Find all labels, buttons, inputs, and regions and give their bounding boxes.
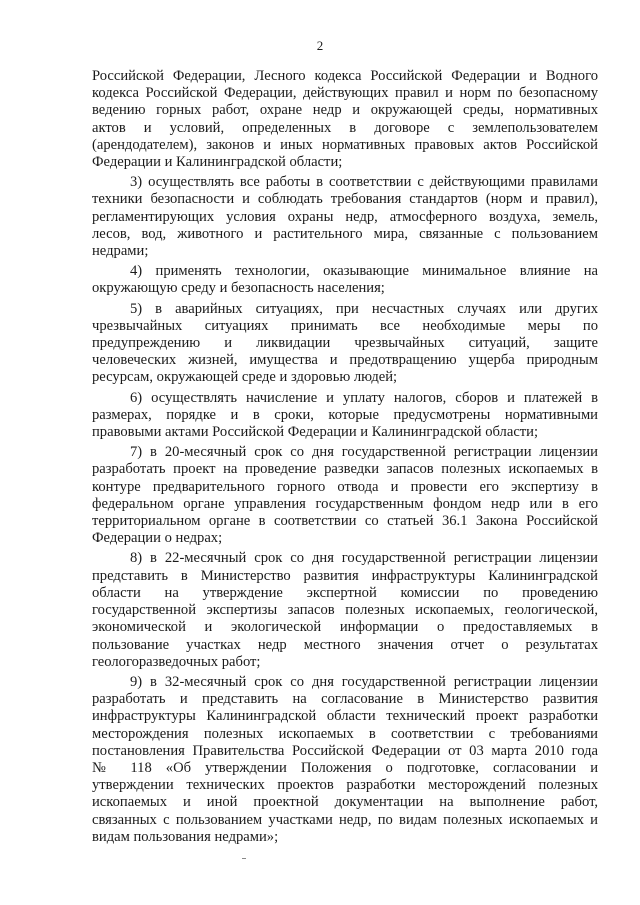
text-line: 4) применять технологии, оказывающие минимальное влияние на: [130, 263, 598, 280]
text-line: области на утверждение экспертной комиссии по проведению: [92, 584, 598, 601]
text-line: контуре предварительного горного отвода и провести его экспертизу в: [92, 478, 598, 495]
text-line: связанных с пользованием участками недр, по видам полезных ископаемых и: [92, 811, 598, 828]
text-line: лесов, вод, животного и растительного мира, связанные с пользованием: [92, 225, 598, 242]
text-line: (арендодателем), законов и иных нормативных правовых актов Российской: [92, 136, 598, 153]
text-line: месторождения полезных ископаемых в соответствии с требованиями: [92, 725, 598, 742]
text-line: человеческих жизней, имущества и предотвращению ущерба природным: [92, 352, 598, 369]
text-line: территориальном органе в соответствии со статьей 36.1 Закона Российской: [92, 513, 598, 530]
scan-speck: [242, 858, 246, 859]
text-line: 8) в 22-месячный срок со дня государственной регистрации лицензии: [130, 550, 598, 567]
text-line: утверждении технических проектов разработки месторождений полезных: [92, 777, 598, 794]
text-line: Федерации и Калининградской области;: [92, 154, 343, 171]
text-line: государственной экспертизы запасов полезных ископаемых, геологической,: [92, 602, 598, 619]
document-body: [92, 68, 598, 846]
text-line: экономической и экологической информации о предоставляемых в: [92, 619, 598, 636]
text-line: видам пользования недрами»;: [92, 828, 279, 845]
text-line: Федерации о недрах;: [92, 530, 223, 547]
text-line: ресурсам, окружающей среде и здоровью людей;: [92, 369, 398, 386]
text-line: актов и условий, определенных в договоре с землепользователем: [92, 119, 598, 136]
text-line: 5) в аварийных ситуациях, при несчастных случаях или других: [130, 300, 598, 317]
text-line: регламентирующих условия охраны недр, атмосферного воздуха, земель,: [92, 208, 598, 225]
text-line: Российской Федерации, Лесного кодекса Российской Федерации и Водного: [92, 68, 598, 84]
text-line: пользование участках недр местного значения отчет о результатах: [92, 636, 598, 653]
text-line: техники безопасности и соблюдать требования стандартов (норм и правил),: [92, 191, 598, 208]
text-line: разработать и представить на согласование в Министерство развития: [92, 691, 598, 708]
text-line: разработать проект на проведение разведки запасов полезных ископаемых в: [92, 461, 598, 478]
text-line: ископаемых и иной проектной документации на выполнение работ,: [92, 794, 598, 811]
text-line: 6) осуществлять начисление и уплату налогов, сборов и платежей в: [130, 389, 598, 406]
text-line: представить в Министерство развития инфраструктуры Калининградской: [92, 567, 598, 584]
text-line: геологоразведочных работ;: [92, 653, 261, 670]
text-line: размерах, порядке и в сроки, которые предусмотрены нормативными: [92, 406, 598, 423]
text-line: правовыми актами Российской Федерации и Калининградской области;: [92, 424, 539, 441]
text-line: № 118 «Об утверждении Положения о подготовке, согласовании и: [92, 759, 598, 776]
text-line: окружающую среду и безопасность населения;: [92, 280, 385, 297]
text-line: предупреждению и ликвидации чрезвычайных ситуаций, защите: [92, 335, 598, 352]
text-line: 9) в 32-месячный срок со дня государственной регистрации лицензии: [130, 673, 598, 690]
page-number: 2: [316, 38, 324, 53]
text-line: постановления Правительства Российской Федерации от 03 марта 2010 года: [92, 742, 598, 759]
text-line: недрами;: [92, 243, 149, 260]
text-line: 7) в 20-месячный срок со дня государственной регистрации лицензии: [130, 444, 598, 461]
text-line: кодекса Российской Федерации, действующих правил и норм по безопасному: [92, 85, 598, 102]
text-line: инфраструктуры Калининградской области технический проект разработки: [92, 708, 598, 725]
text-line: 3) осуществлять все работы в соответствии с действующими правилами: [130, 174, 598, 191]
text-line: чрезвычайных ситуациях принимать все необходимые меры по: [92, 317, 598, 334]
text-line: федеральном органе управления государственным фондом недр или в его: [92, 495, 598, 512]
text-line: ведению горных работ, охране недр и окружающей среды, нормативных: [92, 102, 598, 119]
